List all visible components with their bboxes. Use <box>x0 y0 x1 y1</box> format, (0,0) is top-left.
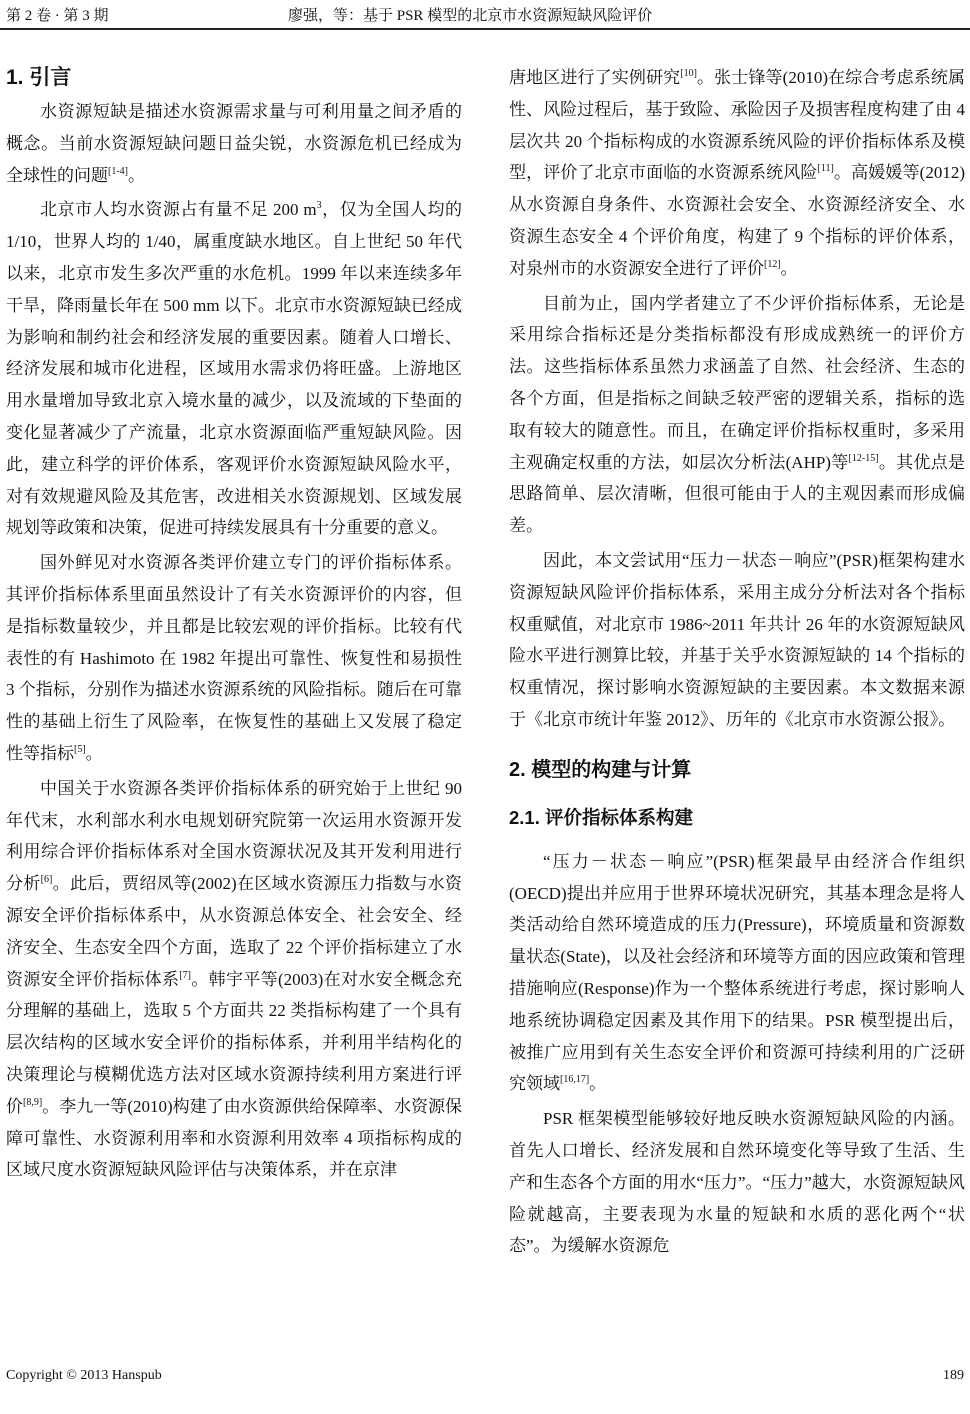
body-paragraph <box>509 288 965 542</box>
right-paragraphs-after <box>509 846 965 1262</box>
paragraph-text: 。 <box>780 258 798 278</box>
running-header <box>0 0 970 30</box>
citation-reference: [8,9] <box>23 1096 43 1108</box>
left-column <box>6 62 462 1186</box>
right-paragraphs-before <box>509 62 965 736</box>
paragraph-text: 。其优点是思路简单、层次清晰，但很可能由于人的主观因素而形成偏差。 <box>509 452 965 536</box>
paragraph-text: 。 <box>128 165 145 185</box>
paragraph-text: 北京市人均水资源占有量不足 200 m <box>40 200 317 220</box>
section-2-1-heading: 2.1. 评价指标体系构建 <box>509 806 693 828</box>
body-paragraph <box>6 194 462 544</box>
body-paragraph <box>509 62 965 285</box>
paragraph-text: PSR 框架模型能够较好地反映水资源短缺风险的内涵。首先人口增长、经济发展和自然环境变化等导致了生活、生产和生态各个方面的用水“压力”。“压力”越大，水资源短缺风险就越高，主要表现为水量的短缺和水质的恶化两个“状态”。为缓解水资源危 <box>509 1109 965 1256</box>
page-number: 189 <box>943 1368 964 1383</box>
paragraph-text: “压力－状态－响应”(PSR)框架最早由经济合作组织(OECD)提出并应用于世界环境状况研究，其基本理念是将人类活动给自然环境造成的压力(Pressure)，环境质量和资源数量状态(State)，以及社会经济和环境等方面的因应政策和管理措施响应(Response)作为一个整体系统进行考虑，探讨影响人地系统协调稳定因素及其作用下的结果。PSR 模型提出后，被推广应用到有关生态安全评价和资源可持续利用的广泛研究领域 <box>509 851 965 1094</box>
citation-reference: [16,17] <box>560 1074 590 1086</box>
citation-reference: [5] <box>74 743 86 755</box>
body-paragraph <box>6 96 462 191</box>
body-paragraph <box>6 547 462 770</box>
paragraph-text: ，仅为全国人均的 1/10，世界人均的 1/40，属重度缺水地区。自上世纪 50 年代以来，北京市发生多次严重的水危机。1999 年以来连续多年干旱，降雨量长年在 500 mm 以下。北京市水资源短缺已经成为影响和制约社会和经济发展的重要因素。随着人口增长、经济发展和城市化进程，区域用水需求仍将旺盛。上游地区用水量增加导致北京入境水量的减少，以及流域的下垫面的变化显著减少了产流量，北京水资源面临严重短缺风险。因此，建立科学的评价体系，客观评价水资源短缺风险水平，对有效规避风险及其危害，改进相关水资源规划、区域发展规划等政策和决策，促进可持续发展具有十分重要的意义。 <box>6 200 463 538</box>
section-1-heading: 1. 引言 <box>6 66 72 89</box>
paragraph-text: 中国关于水资源各类评价指标体系的研究始于上世纪 90 年代末，水利部水利水电规划研究院第一次运用水资源开发利用综合评价指标体系对全国水资源状况及其开发利用进行分析 <box>6 778 462 894</box>
paragraph-text: 唐地区进行了实例研究 <box>509 68 681 87</box>
citation-reference: [7] <box>179 969 192 981</box>
citation-reference: [10] <box>680 68 697 79</box>
citation-reference: [1-4] <box>108 165 128 177</box>
paragraph-text: 目前为止，国内学者建立了不少评价指标体系，无论是采用综合指标还是分类指标都没有形成成熟统一的评价方法。这些指标体系虽然力求涵盖了自然、社会经济、生态的各个方面，但是指标之间缺乏较严密的逻辑关系，指标的选取有较大的随意性。而且，在确定评价指标权重时，多采用主观确定权重的方法，如层次分析法(AHP)等 <box>509 293 965 472</box>
journal-issue: 第 2 卷 · 第 3 期 <box>6 8 109 24</box>
left-paragraphs <box>6 96 462 1186</box>
paragraph-text: 。此后，贾绍凤等(2002)在区域水资源压力指数与水资源安全评价指标体系中，从水资源总体安全、社会安全、经济安全、生态安全四个方面，选取了 22 个评价指标建立了水资源安全评价指标体系 <box>6 874 462 989</box>
paragraph-text: 国外鲜见对水资源各类评价建立专门的评价指标体系。其评价指标体系里面虽然设计了有关水资源评价的内容，但是指标数量较少，并且都是比较宏观的评价指标。比较有代表性的有 Hashimoto 在 1982 年提出可靠性、恢复性和易损性 3 个指标，分别作为描述水资源系统的风险指标。随后在可靠性的基础上衍生了风险率，在恢复性的基础上又发展了稳定性等指标 <box>6 553 462 763</box>
citation-reference: 3 <box>316 200 322 212</box>
body-paragraph <box>509 1103 965 1262</box>
copyright-notice: Copyright © 2013 Hanspub <box>6 1368 162 1383</box>
citation-reference: [12-15] <box>848 452 879 464</box>
citation-reference: [11] <box>817 163 834 175</box>
section-2-heading: 2. 模型的构建与计算 <box>509 758 692 781</box>
paragraph-text: 。张士锋等(2010)在综合考虑系统属性、风险过程后，基于致险、承险因子及损害程度构建了由 4 层次共 20 个指标构成的水资源系统风险的评价指标体系及模型，评价了北京市面临的水资源系统风险 <box>509 68 965 183</box>
citation-reference: [12] <box>764 258 781 270</box>
paragraph-text: 水资源短缺是描述水资源需求量与可利用量之间矛盾的概念。当前水资源短缺问题日益尖锐，水资源危机已经成为全球性的问题 <box>6 102 462 185</box>
paragraph-text: 。李九一等(2010)构建了由水资源供给保障率、水资源保障可靠性、水资源利用率和水资源利用效率 4 项指标构成的区域尺度水资源短缺风险评估与决策体系，并在京津 <box>6 1096 463 1180</box>
citation-reference: [6] <box>40 874 53 886</box>
paragraph-text: 。高媛媛等(2012)从水资源自身条件、水资源社会安全、水资源经济安全、水资源生态安全 4 个评价角度，构建了 9 个指标的评价体系，对泉州市的水资源安全进行了评价 <box>509 163 965 278</box>
right-column <box>509 62 965 1262</box>
running-title: 廖强，等：基于 PSR 模型的北京市水资源短缺风险评价 <box>288 8 653 24</box>
paragraph-text: 。 <box>85 743 103 763</box>
paragraph-text: 。韩宇平等(2003)在对水安全概念充分理解的基础上，选取 5 个方面共 22 类指标构建了一个具有层次结构的区域水安全评价的指标体系，并利用半结构化的决策理论与模糊优选方法对区域水资源持续利用方案进行评价 <box>6 969 463 1116</box>
body-paragraph <box>509 545 965 736</box>
paragraph-text: 。 <box>589 1074 607 1094</box>
paragraph-text: 因此，本文尝试用“压力－状态－响应”(PSR)框架构建水资源短缺风险评价指标体系，采用主成分分析法对各个指标权重赋值，对北京市 1986~2011 年共计 26 年的水资源短缺风险水平进行测算比较，并基于关乎水资源短缺的 14 个指标的权重情况，探讨影响水资源短缺的主要因素。本文数据来源于《北京市统计年鉴 2012》、历年的《北京市水资源公报》。 <box>509 550 965 729</box>
body-paragraph <box>6 773 462 1186</box>
body-paragraph <box>509 846 965 1100</box>
